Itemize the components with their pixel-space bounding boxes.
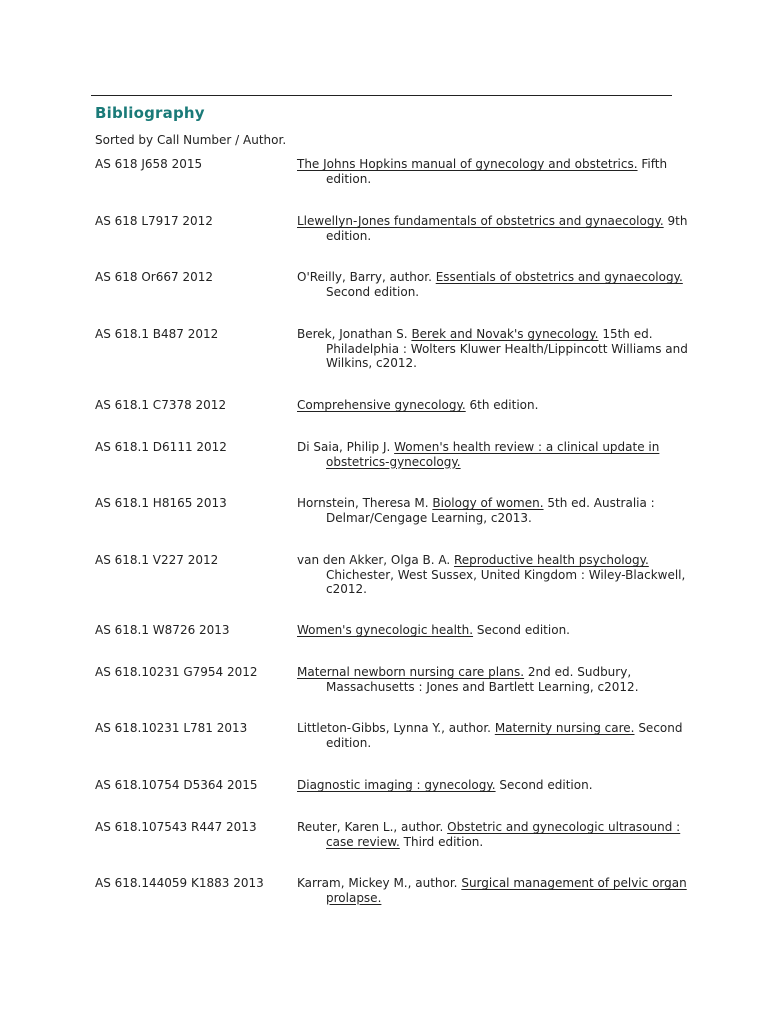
publication-details: 15th ed. Philadelphia : Wolters Kluwer Health/Lippincott Williams and Wilkins, c2012. (326, 327, 688, 370)
citation (297, 496, 696, 525)
call-number: AS 618 L7917 2012 (95, 214, 213, 228)
title-link[interactable]: Maternal newborn nursing care plans. (297, 665, 525, 679)
citation (297, 876, 696, 905)
author: O'Reilly, Barry, author. (297, 270, 432, 284)
call-number: AS 618.1 V227 2012 (95, 553, 219, 567)
title-link[interactable]: Biology of women. (432, 496, 544, 510)
publication-details: Third edition. (403, 834, 484, 849)
author: Di Saia, Philip J. (297, 440, 391, 454)
title-link[interactable]: Obstetric and gynecologic ultrasound : case review. (326, 820, 681, 849)
call-number: AS 618 Or667 2012 (95, 270, 213, 284)
call-number: AS 618 J658 2015 (95, 157, 203, 171)
author: Reuter, Karen L., author. (297, 820, 444, 834)
citation (297, 214, 696, 243)
title-link[interactable]: Comprehensive gynecology. (297, 398, 466, 412)
author: Littleton-Gibbs, Lynna Y., author. (297, 721, 491, 735)
citation (297, 398, 696, 413)
citation (297, 665, 696, 694)
citation (297, 270, 696, 299)
author: van den Akker, Olga B. A. (297, 553, 451, 567)
call-number: AS 618.144059 K1883 2013 (95, 876, 264, 890)
publication-details: Second edition. (326, 721, 683, 750)
citation (297, 721, 696, 750)
publication-details: 6th edition. (469, 398, 539, 412)
title-link[interactable]: Women's gynecologic health. (297, 623, 474, 637)
call-number: AS 618.10231 L781 2013 (95, 721, 248, 735)
title-link[interactable]: Reproductive health psychology. (454, 553, 649, 567)
publication-details: Second edition. (326, 284, 420, 299)
author: Berek, Jonathan S. (297, 327, 408, 341)
call-number: AS 618.1 C7378 2012 (95, 398, 227, 412)
call-number: AS 618.10754 D5364 2015 (95, 778, 258, 792)
citation (297, 623, 696, 638)
title-link[interactable]: Essentials of obstetrics and gynaecology. (435, 270, 683, 284)
author: Karram, Mickey M., author. (297, 876, 458, 890)
publication-details: 2nd ed. Sudbury, Massachusetts : Jones and Bartlett Learning, c2012. (326, 665, 639, 694)
citation (297, 157, 696, 186)
title-link[interactable]: Women's health review : a clinical update in obstetrics-gynecology. (326, 440, 660, 469)
publication-details: 5th ed. Australia : Delmar/Cengage Learning, c2013. (326, 496, 655, 525)
title-link[interactable]: The Johns Hopkins manual of gynecology and obstetrics. (297, 157, 638, 171)
title-link[interactable]: Berek and Novak's gynecology. (411, 327, 599, 341)
publication-details: Chichester, West Sussex, United Kingdom : Wiley-Blackwell, c2012. (326, 567, 686, 596)
call-number: AS 618.1 D6111 2012 (95, 440, 227, 454)
publication-details: Fifth edition. (326, 157, 668, 186)
call-number: AS 618.107543 R447 2013 (95, 820, 257, 834)
author: Hornstein, Theresa M. (297, 496, 429, 510)
title-link[interactable]: Diagnostic imaging : gynecology. (297, 778, 496, 792)
citation (297, 327, 696, 371)
citation (297, 778, 696, 793)
title-link[interactable]: Maternity nursing care. (494, 721, 635, 735)
call-number: AS 618.1 B487 2012 (95, 327, 219, 341)
title-link[interactable]: Llewellyn-Jones fundamentals of obstetrics and gynaecology. (297, 214, 664, 228)
title-link[interactable]: Surgical management of pelvic organ prolapse. (326, 876, 687, 905)
publication-details: Second edition. (499, 778, 593, 792)
page-title: Bibliography (95, 104, 205, 122)
citation (297, 820, 696, 849)
citation (297, 553, 696, 597)
publication-details: 9th edition. (326, 214, 688, 243)
citation (297, 440, 696, 469)
publication-details: Second edition. (476, 623, 570, 637)
sort-note: Sorted by Call Number / Author. (95, 133, 287, 147)
call-number: AS 618.1 W8726 2013 (95, 623, 230, 637)
top-rule (91, 95, 672, 96)
call-number: AS 618.1 H8165 2013 (95, 496, 227, 510)
call-number: AS 618.10231 G7954 2012 (95, 665, 258, 679)
